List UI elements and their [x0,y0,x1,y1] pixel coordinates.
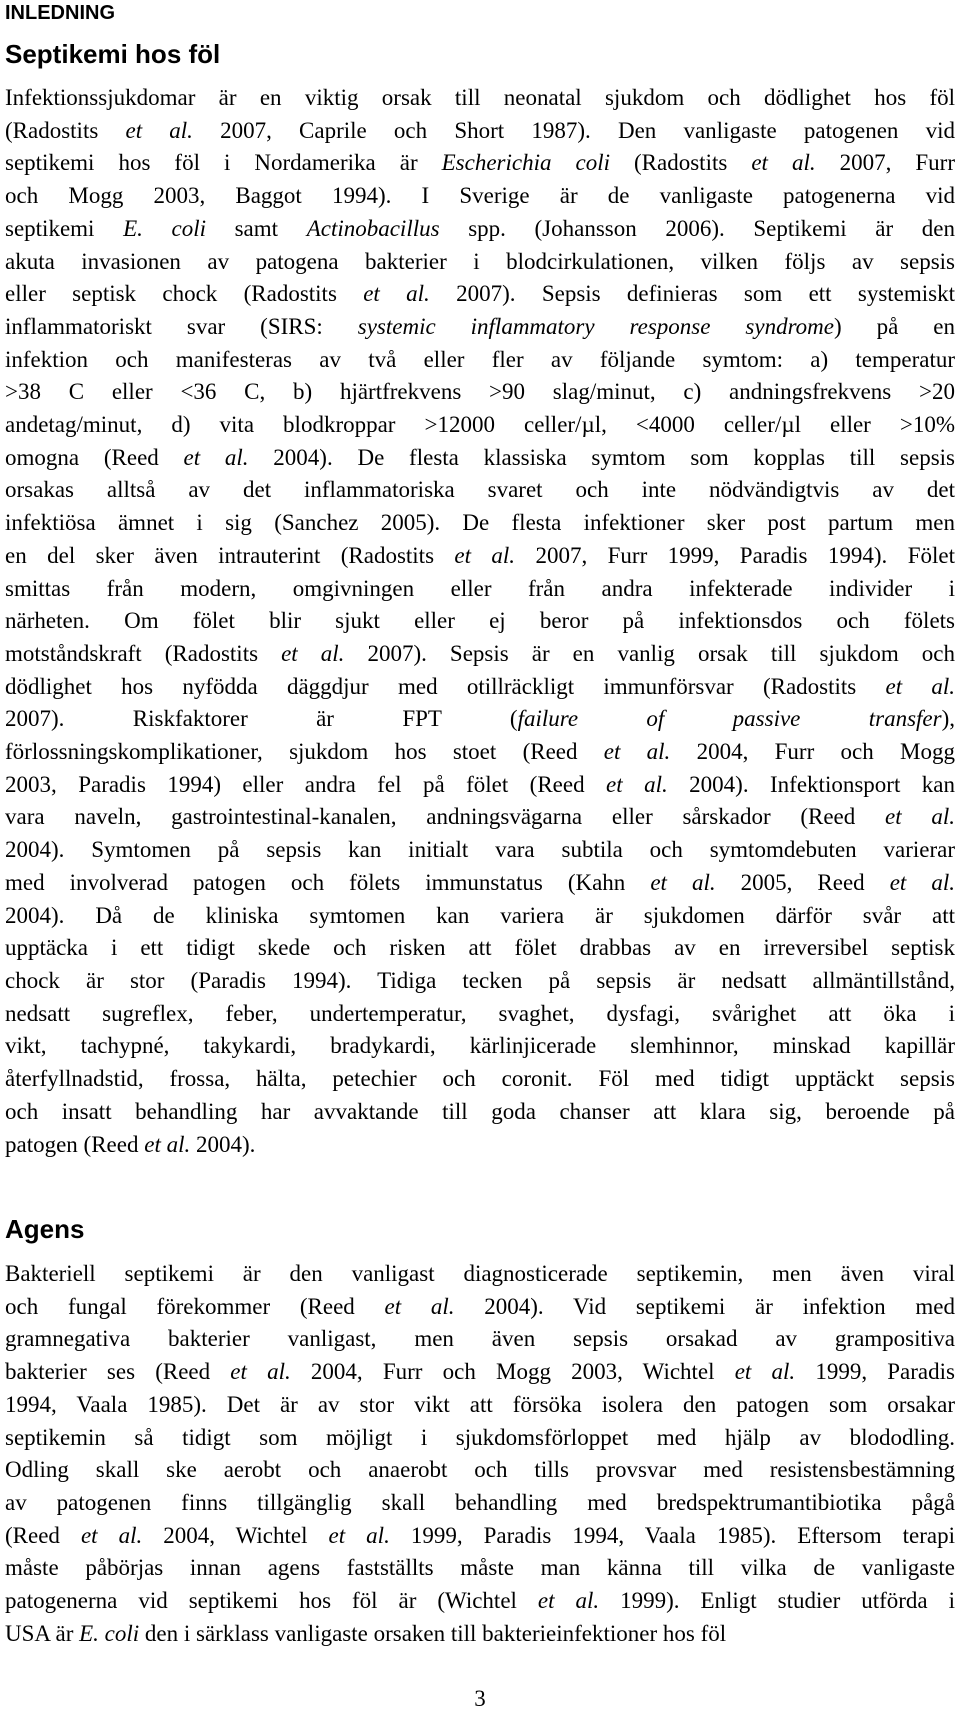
text-run: vara naveln, gastrointestinal-kanalen, andningsvägarna eller sårskador (Reed [5,804,885,830]
text-run: patogen (Reed [5,1131,145,1157]
italic-run: E. coli [123,215,206,241]
text-run: gramnegativa bakterier vanligast, men även sepsis orsakad av grampositiva [5,1326,955,1352]
text-run: 2007, Furr 1999, Paradis 1994). Fölet [515,542,955,568]
text-run: Bakteriell septikemi är den vanligast diagnosticerade septikemin, men även viral [5,1261,955,1286]
page-number: 3 [474,1686,486,1711]
text-line [5,1422,955,1455]
text-run: motståndskraft (Radostits [5,640,282,666]
text-run: Odling skall ske aerobt och anaerobt och tills provsvar med resistensbestämning [5,1457,955,1483]
italic-run: et al. [80,1522,143,1548]
italic-run: et al. [384,1293,455,1319]
text-line [5,1585,955,1618]
text-line [5,1291,955,1324]
text-run: 2007). Sepsis definieras som ett systemiskt [429,281,955,307]
text-line [5,507,955,540]
text-run: 2004). De flesta klassiska symtom som kopplas till sepsis [248,444,955,470]
text-line [5,213,955,246]
text-run: 2004). Då de kliniska symtomen kan variera är sjukdomen därför svår att [5,902,955,928]
text-run: infektion och manifesteras av två eller fler av följande symtom: a) temperatur [5,346,955,372]
italic-run: et al. [606,771,668,797]
text-run: förlossningskomplikationer, sjukdom hos stoet (Reed [5,739,604,765]
paragraph-septikemi [5,82,955,1161]
text-run: Infektionssjukdomar är en viktig orsak till neonatal sjukdom och dödlighet hos föl [5,85,955,110]
text-line [5,998,955,1031]
text-run: 2004). Vid septikemi är infektion med [454,1293,956,1319]
italic-run: et al. [125,117,193,143]
text-line [5,638,955,671]
section-heading: INLEDNING [5,2,115,24]
text-run: spp. (Johansson 2006). Septikemi är den [439,215,955,241]
text-run: 1994, Vaala 1985). Det är av stor vikt att försöka isolera den patogen som orsakar [5,1391,955,1417]
text-line [5,1552,955,1585]
text-run: bakterier ses (Reed [5,1359,231,1385]
text-run: chock är stor (Paradis 1994). Tidiga tecken på sepsis är nedsatt allmäntillstånd, [5,967,955,993]
heading-agens: Agens [5,1214,85,1244]
text-line [5,1323,955,1356]
text-run: den i särklass vanligaste orsaken till bakterieinfektioner hos föl [139,1620,727,1646]
italic-run: et al. [734,1359,796,1385]
text-line [5,82,955,115]
text-run: septikemi [5,215,124,241]
text-run: ) på en [834,313,955,339]
italic-run: Actinobacillus [306,215,440,241]
text-run: närheten. Om fölet blir sjukt eller ej beror på infektionsdos och fölets [5,608,955,634]
text-line [5,180,955,213]
text-run: (Radostits [610,150,752,176]
text-run: (Radostits [5,117,126,143]
text-run: patogenerna vid septikemi hos föl är (Wichtel [5,1588,538,1614]
italic-run: et al. [363,281,430,307]
italic-run: et al. [230,1359,291,1385]
text-run: akuta invasionen av patogena bakterier i blodcirkulationen, vilken följs av sepsis [5,248,955,274]
text-line [5,801,955,834]
text-run: orsakas alltså av det inflammatoriska svaret och inte nödvändigtvis av det [5,477,955,503]
text-run: återfyllnadstid, frossa, hälta, petechier och coronit. Föl med tidigt upptäckt sepsis [5,1066,955,1092]
italic-run: et al. [889,869,955,895]
text-run: 2003, Paradis 1994) eller andra fel på fölet (Reed [5,771,607,797]
text-run: 2004). [190,1131,256,1157]
italic-run: E. coli [79,1620,140,1646]
italic-run: et al. [650,869,716,895]
text-run: 2007). Sepsis är en vanlig orsak till sjukdom och [344,640,955,666]
text-line [5,769,955,802]
text-line [5,1487,955,1520]
italic-run: et al. [281,640,345,666]
text-run: upptäcka i ett tidigt skede och risken att fölet drabbas av en irreversibel septisk [5,935,955,961]
text-run: 2007, Caprile och Short 1987). Den vanligaste patogenen vid [192,117,955,143]
text-line [5,1618,955,1651]
text-line [5,965,955,998]
text-run: (Reed [5,1522,81,1548]
italic-run: systemic inflammatory response syndrome [357,313,834,339]
text-run: 1999). Enligt studier utförda i [599,1588,955,1614]
text-line [5,1356,955,1389]
italic-run: et al. [537,1588,600,1614]
text-line [5,115,955,148]
text-run: ), [941,706,956,732]
text-line [5,409,955,442]
text-run: 2004, Wichtel [142,1522,329,1548]
text-run: inflammatoriskt svar (SIRS: [5,313,358,339]
text-line [5,671,955,704]
text-run: dödlighet hos nyfödda däggdjur med otillräckligt immunförsvar (Radostits [5,673,886,699]
text-line [5,278,955,311]
text-line [5,1129,955,1162]
text-run: septikemin så tidigt som möjligt i sjukdomsförloppet med hjälp av blododling. [5,1424,955,1450]
text-line [5,344,955,377]
text-line [5,573,955,606]
text-line [5,246,955,279]
text-run: vikt, tachypné, takykardi, bradykardi, kärlinjicerade slemhinnor, minskad kapillär [5,1033,955,1059]
text-line [5,932,955,965]
text-line [5,736,955,769]
text-line [5,703,955,736]
paragraph-agens [5,1258,955,1650]
text-line [5,1030,955,1063]
text-line [5,1454,955,1487]
text-run: med involverad patogen och fölets immunstatus (Kahn [5,869,651,895]
text-run: och insatt behandling har avvaktande till goda chanser att klara sig, beroende på [5,1098,955,1124]
text-run: 2007). Riskfaktorer är FPT ( [5,706,518,732]
heading-septikemi: Septikemi hos föl [5,39,221,69]
text-run: en del sker även intrauterint (Radostits [5,542,455,568]
text-line [5,1389,955,1422]
italic-run: et al. [603,739,671,765]
text-line [5,605,955,638]
text-run: omogna (Reed [5,444,184,470]
text-run: 2007, Furr [815,150,955,176]
text-line [5,474,955,507]
text-line [5,867,955,900]
text-run: nedsatt sugreflex, feber, undertemperatur, svaghet, dysfagi, svårighet att öka i [5,1000,955,1026]
text-run: 1999, Paradis 1994, Vaala 1985). Eftersom terapi [389,1522,955,1548]
text-run: USA är [5,1620,80,1646]
italic-run: et al. [183,444,249,470]
italic-run: Escherichia coli [441,150,610,176]
text-run: infektiösa ämnet i sig (Sanchez 2005). De flesta infektioner sker post partum men [5,510,955,536]
text-run: och Mogg 2003, Baggot 1994). I Sverige är de vanligaste patogenerna vid [5,183,955,209]
italic-run: et al. [144,1131,191,1157]
italic-run: et al. [328,1522,390,1548]
text-run: 2004, Furr och Mogg [670,739,955,765]
text-run: 1999, Paradis [795,1359,955,1385]
text-line [5,540,955,573]
text-line [5,834,955,867]
text-line [5,376,955,409]
italic-run: et al. [885,804,955,830]
text-run: 2004). Infektionsport kan [667,771,955,797]
text-line [5,311,955,344]
text-line [5,1096,955,1129]
text-line [5,1258,955,1291]
italic-run: failure of passive transfer [517,706,942,732]
text-line [5,1063,955,1096]
text-run: av patogenen finns tillgänglig skall behandling med bredspektrumantibiotika pågå [5,1489,955,1515]
text-run: 2004). Symtomen på sepsis kan initialt vara subtila och symtomdebuten varierar [5,837,955,863]
text-run: septikemi hos föl i Nordamerika är [5,150,442,176]
text-run: 2005, Reed [715,869,890,895]
italic-run: et al. [885,673,955,699]
text-run: 2004, Furr och Mogg 2003, Wichtel [290,1359,735,1385]
text-run: och fungal förekommer (Reed [5,1293,385,1319]
text-run: andetag/minut, d) vita blodkroppar >12000 celler/µl, <4000 celler/µl eller >10% [5,412,955,438]
text-line [5,147,955,180]
text-run: eller septisk chock (Radostits [5,281,364,307]
italic-run: et al. [454,542,516,568]
text-line [5,442,955,475]
text-line [5,900,955,933]
text-run: smittas från modern, omgivningen eller från andra infekterade individer i [5,575,955,601]
text-run: >38 C eller <36 C, b) hjärtfrekvens >90 slag/minut, c) andningsfrekvens >20 [5,379,955,405]
italic-run: et al. [751,150,816,176]
text-run: samt [205,215,307,241]
text-run: måste påbörjas innan agens fastställts måste man känna till vilka de vanligaste [5,1555,955,1581]
text-line [5,1520,955,1553]
